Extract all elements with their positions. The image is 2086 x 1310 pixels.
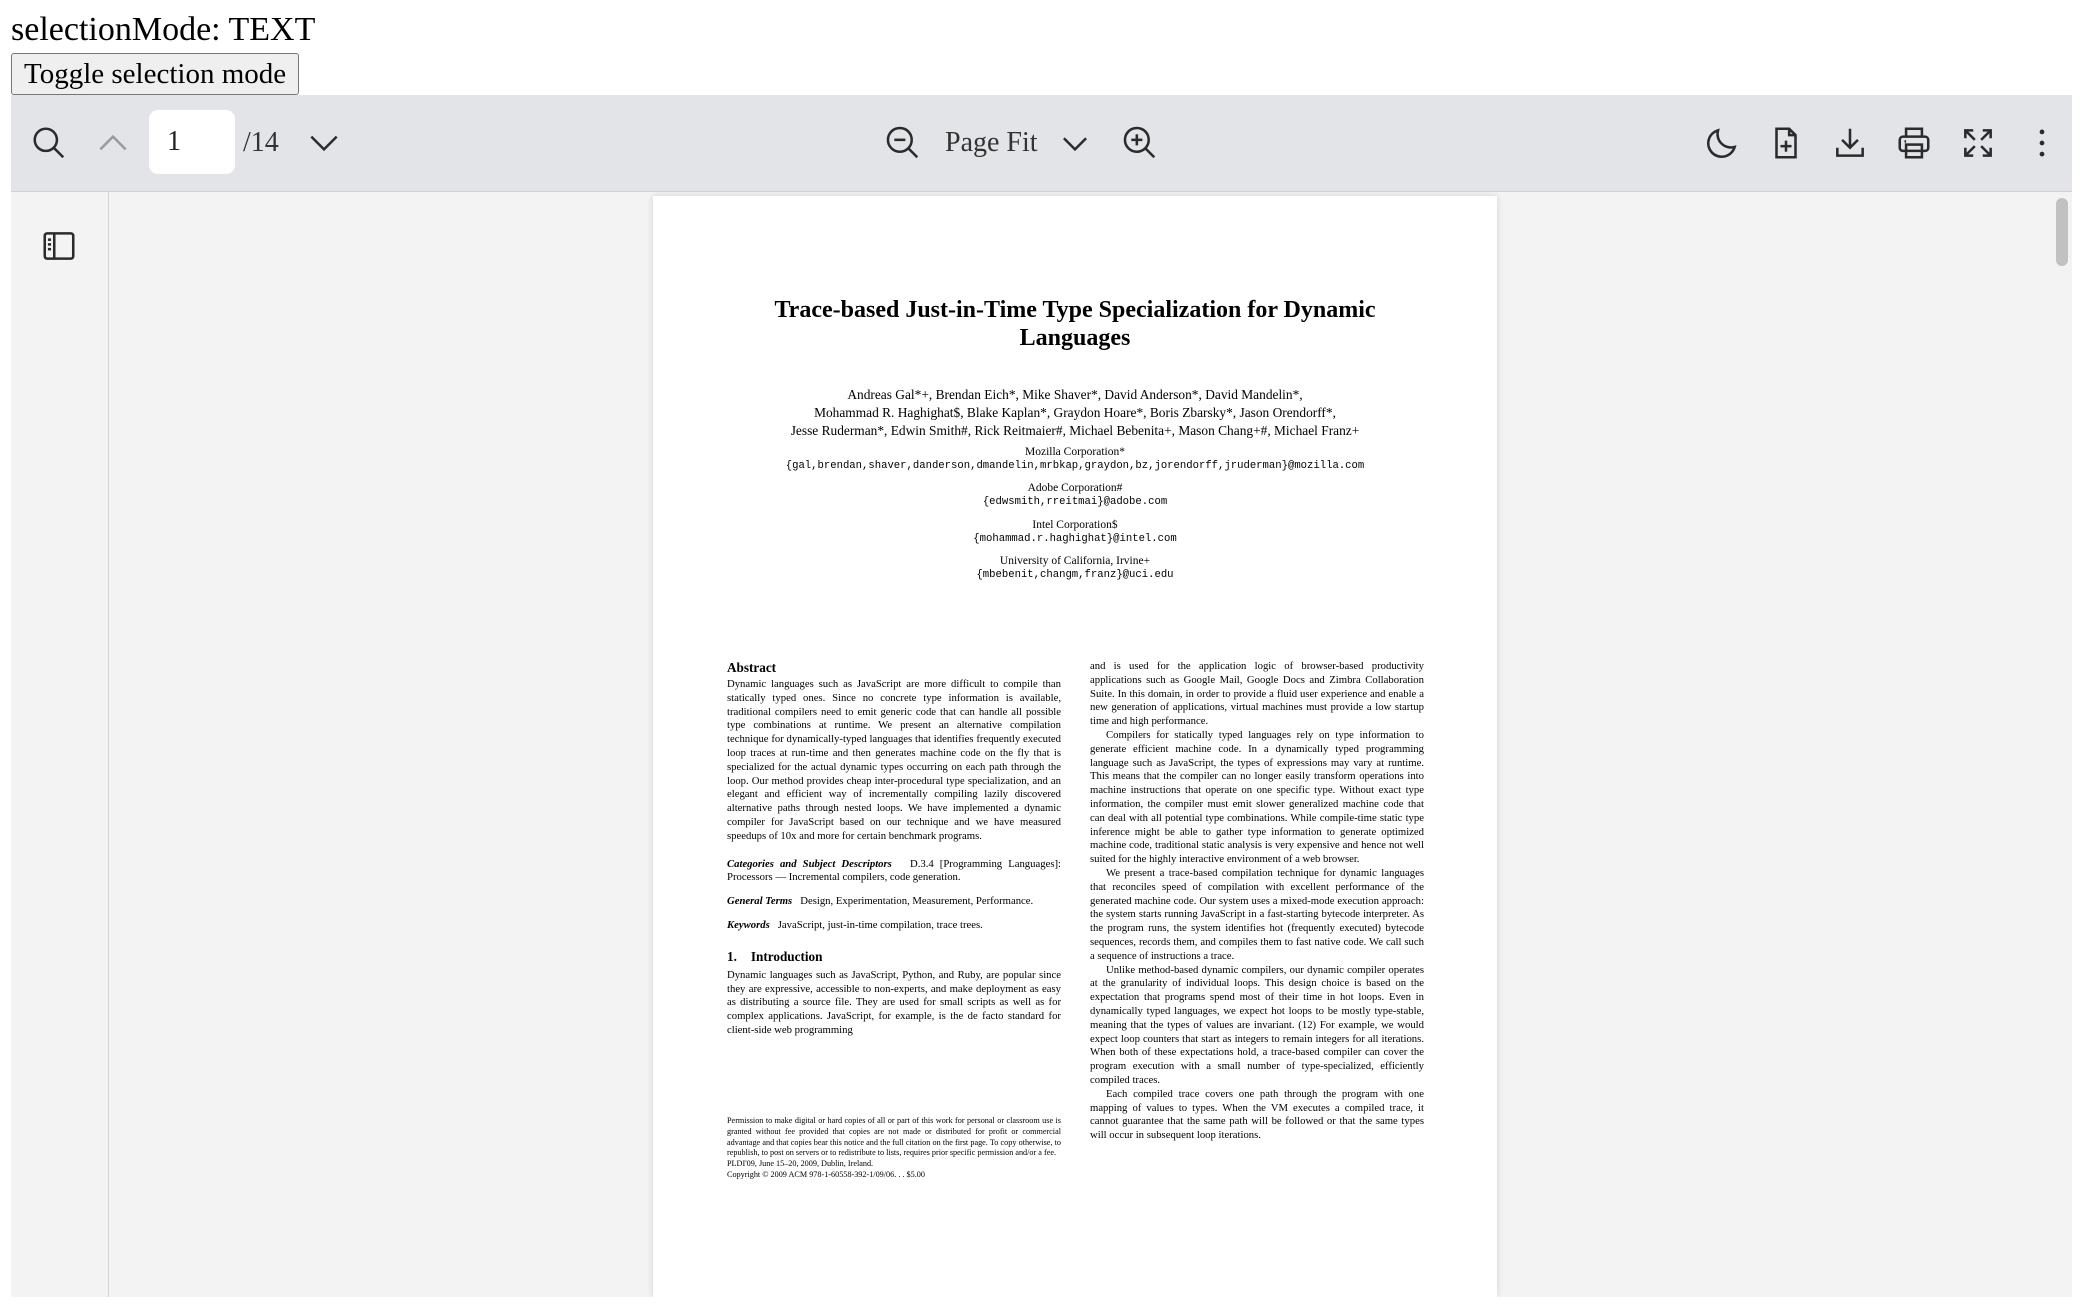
intro-paragraph: Dynamic languages such as JavaScript, Python, and Ruby, are popular since they are expressive, accessible to non-experts, and make deployment as easy as distributing a source file. They are used for small scripts as well as for complex applications. JavaScript, for example, is the de facto standard for client-side web programming [727,968,1061,1036]
affiliation [753,481,1397,509]
affiliation [753,518,1397,546]
paragraph: Unlike method-based dynamic compilers, our dynamic compiler operates at the granularity of individual loops. This design choice is based on the expectation that programs spend most of their time in hot loops. Even in dynamically typed languages, we expect hot loops to be mostly type-stable, meaning that the types of values are invariant. (12) For example, we would expect loop counters that start as integers to remain integers for all iterations. When both of these expectations hold, a trace-based compiler can cover the program execution with a small number of type-specialized, efficiently compiled traces. [1090,963,1424,1086]
vertical-scrollbar[interactable] [2052,192,2072,1297]
keywords-label: Keywords [727,918,770,931]
print-icon[interactable] [1888,117,1940,169]
zoom-dropdown-chevron-icon[interactable] [1049,117,1101,169]
fullscreen-icon[interactable] [1952,117,2004,169]
affiliation-name: Intel Corporation$ [1032,519,1118,531]
affiliation-name: University of California, Irvine+ [999,555,1151,567]
author-line: Jesse Ruderman*, Edwin Smith#, Rick Reitmaier#, Michael Bebenita+, Mason Chang+#, Michael Franz+ [790,423,1360,438]
document-area[interactable] [109,192,2051,1297]
author-line: Mohammad R. Haghighat$, Blake Kaplan*, Graydon Hoare*, Boris Zbarsky*, Jason Orendorff*, [814,405,1336,420]
pdf-viewer [11,95,2072,1297]
abstract-heading: Abstract [727,660,777,675]
keywords-text: JavaScript, just-in-time compilation, trace trees. [777,918,983,931]
paper-title: Trace-based Just-in-Time Type Specialization for Dynamic Languages [774,297,1376,351]
affiliation [753,445,1397,473]
affiliation-name: Adobe Corporation# [1027,482,1123,494]
section-number: 1. [727,948,737,964]
affiliation-emails: {mbebenit,changm,franz}@uci.edu [976,569,1174,581]
selection-mode-status: selectionMode: TEXT [11,11,316,48]
paragraph: Each compiled trace covers one path through the program with one mapping of values to types. When the VM executes a compiled trace, it cannot guarantee that the same path will be followed or that the same types will occur in subsequent loop iterations. [1090,1087,1424,1142]
toggle-selection-mode-button[interactable]: Toggle selection mode [11,53,299,95]
affiliation-emails: {edwsmith,rreitmai}@adobe.com [982,496,1168,508]
pdf-page[interactable] [653,196,1497,1297]
abstract-text: Dynamic languages such as JavaScript are more difficult to compile than statically typed ones. Since no concrete type information is available, traditional compilers need to emit generic code that can handle all possible type combinations at runtime. We present an alternative compilation technique for dynamically-typed languages that identifies frequently executed loop traces at run-time and then generates machine code on the fly that is specialized for the actual dynamic types occurring on each path through the loop. Our method provides cheap inter-procedural type specialization, and an elegant and efficient way of incrementally compiling lazily discovered alternative paths through nested loops. We have implemented a dynamic compiler for JavaScript based on our technique and we have measured speedups of 10x and more for certain benchmark programs. [727,678,1061,842]
footnote-line: Copyright © 2009 ACM 978-1-60558-392-1/09/06. . . $5.00 [727,1169,925,1179]
scroll-thumb[interactable] [2056,198,2068,266]
page-number-input[interactable] [149,110,235,174]
keywords [727,919,1061,933]
categories-label: Categories and Subject Descriptors [727,857,892,870]
paragraph: and is used for the application logic of browser-based productivity applications such as Google Mail, Google Docs and Zimbra Collaboration Suite. In this domain, in order to provide a fluid user experience and enable a new generation of applications, virtual machines must provide a low startup time and high performance. [1090,660,1424,728]
zoom-in-icon[interactable] [1114,117,1166,169]
affiliation [753,554,1397,582]
zoom-level-label[interactable]: Page Fit [945,127,1038,158]
right-column [1090,660,1424,1143]
paragraph: We present a trace-based compilation technique for dynamic languages that reconciles speed of compilation with excellent performance of the generated machine code. Our system uses a mixed-mode execution approach: the system starts running JavaScript in a fast-starting bytecode interpreter. As the program runs, the system identifies hot (frequently executed) bytecode sequences, records them, and compiles them to fast native code. We call such a sequence of instructions a trace. [1090,866,1424,962]
copyright-footnote [727,1116,1061,1181]
author-line: Andreas Gal*+, Brendan Eich*, Mike Shaver*, David Anderson*, David Mandelin*, [847,387,1303,402]
section-heading [727,949,1061,965]
general-terms [727,895,1061,909]
footnote-line: Permission to make digital or hard copies of all or part of this work for personal or classroom use is granted without fee provided that copies are not made or distributed for profit or commercial advantage and that copies bear this notice and the full citation on the first page. To copy otherwise, to republish, to post on servers or to redistribute to lists, requires prior specific permission and/or a fee. [727,1116,1061,1158]
download-icon[interactable] [1824,117,1876,169]
page-total: /14 [243,127,279,158]
author-list [713,386,1437,440]
chevron-down-icon[interactable] [298,117,350,169]
search-icon[interactable] [23,117,75,169]
left-column [727,660,1061,1038]
chevron-up-icon[interactable] [87,117,139,169]
sidebar-toggle-icon[interactable] [33,220,85,272]
more-vert-icon[interactable] [2016,117,2068,169]
categories [727,858,1061,886]
footnote-line: PLDI'09, June 15–20, 2009, Dublin, Ireland. [727,1159,874,1169]
section-title: Introduction [750,948,823,964]
general-terms-label: General Terms [727,895,793,908]
moon-icon[interactable] [1696,117,1748,169]
affiliation-name: Mozilla Corporation* [1025,446,1125,458]
toolbar [11,95,2072,192]
affiliation-emails: {mohammad.r.haghighat}@intel.com [973,533,1177,545]
categories-text: D.3.4 [Programming Languages]: Processors — Incremental compilers, code generation. [727,857,1062,884]
general-terms-text: Design, Experimentation, Measurement, Performance. [800,895,1034,908]
affiliation-emails: {gal,brendan,shaver,danderson,dmandelin,mrbkap,graydon,bz,jorendorff,jruderman}@mozilla.com [785,460,1365,472]
sidebar [11,192,109,1297]
paragraph: Compilers for statically typed languages rely on type information to generate efficient machine code. In a dynamically typed programming language such as JavaScript, the types of expressions may vary at runtime. This means that the compiler can no longer easily transform operations into machine instructions that operate on one specific type. Without exact type information, the compiler must emit slower generalized machine code that can deal with all potential type combinations. While compile-time static type inference might be able to gather type information to generate optimized machine code, traditional static analysis is very expensive and hence not well suited for the highly interactive environment of a web browser. [1090,728,1424,866]
file-add-icon[interactable] [1760,117,1812,169]
zoom-out-icon[interactable] [877,117,929,169]
